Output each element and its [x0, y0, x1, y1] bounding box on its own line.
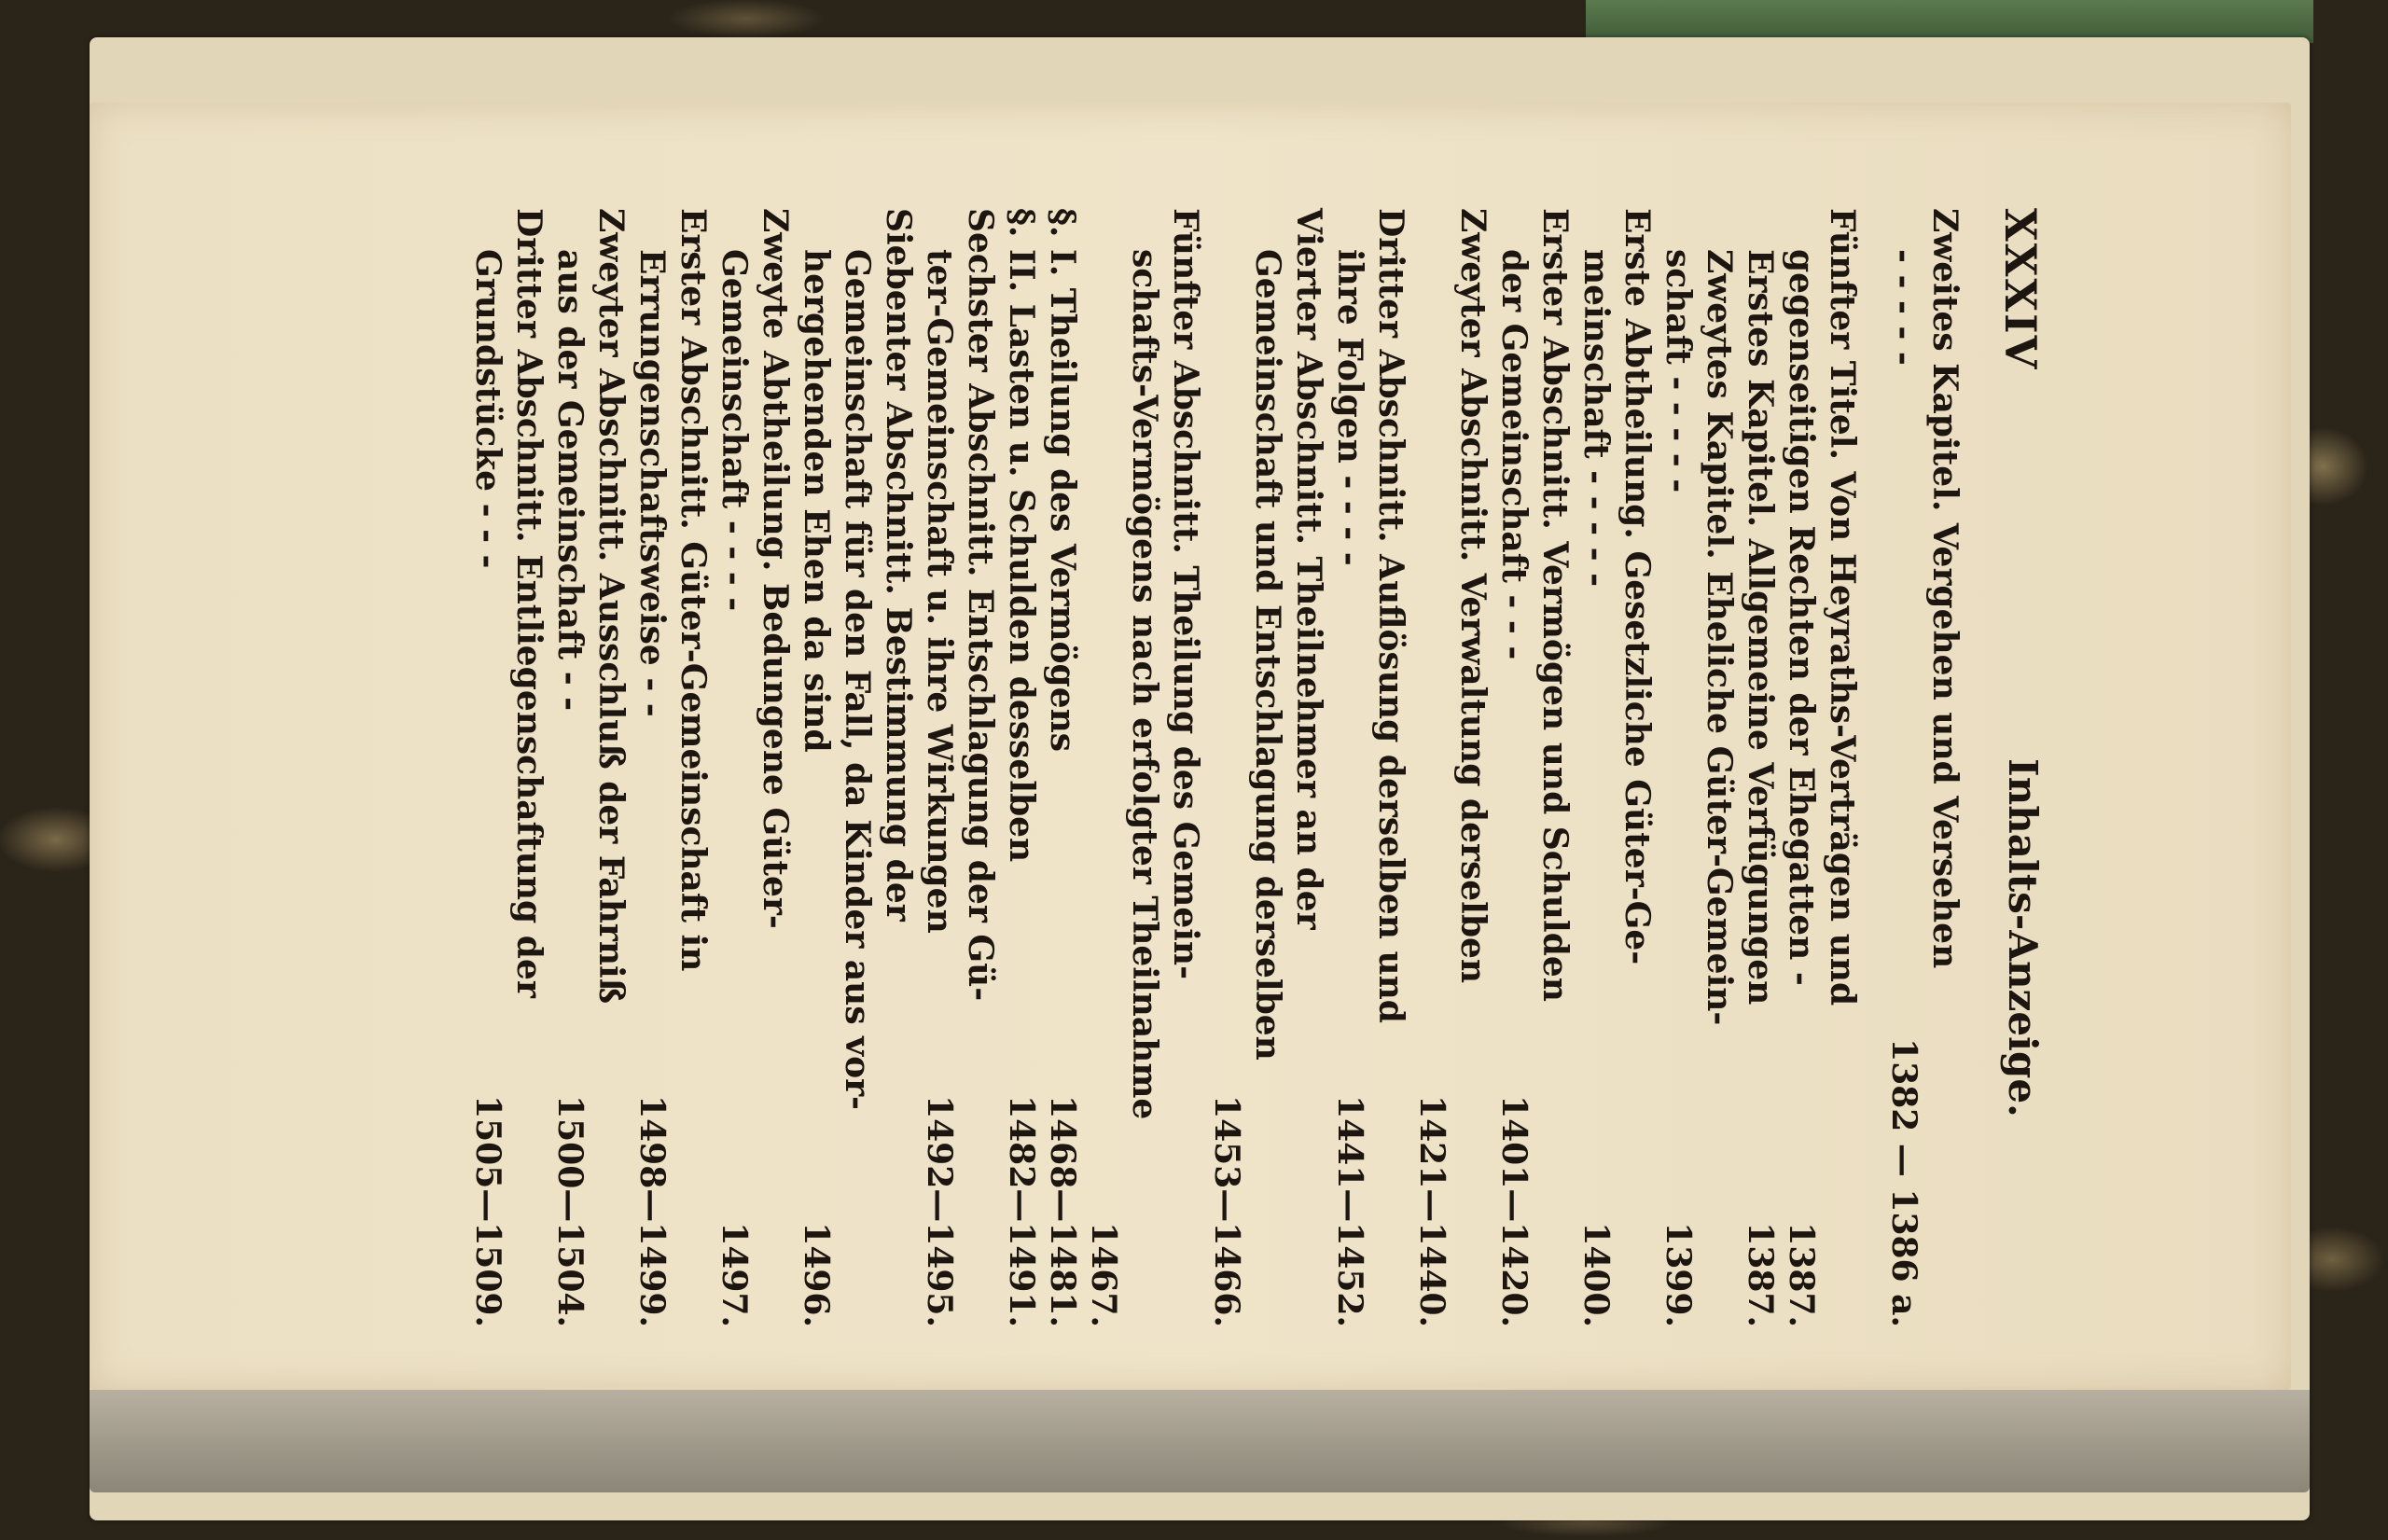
toc-entry-text: Erstes Kapitel. Allgemeine Verfügungen — [1741, 249, 1780, 1006]
table-of-contents — [467, 208, 1965, 1327]
toc-entry-text: Grundstücke - - - — [468, 249, 507, 569]
toc-line — [632, 208, 673, 1327]
toc-line — [1124, 208, 1165, 1327]
toc-entry-number: 1505—1509. — [468, 1095, 507, 1327]
toc-entry-text: hergehenden Ehen da sind — [797, 249, 836, 753]
toc-entry-text: Fünfter Abschnitt. Theilung des Gemein- — [1166, 208, 1205, 980]
toc-line — [1288, 208, 1329, 1327]
toc-line — [1658, 208, 1699, 1327]
toc-entry-text: Zweyter Abschnitt. Verwaltung derselben — [1453, 208, 1492, 984]
toc-line — [960, 208, 1001, 1327]
toc-entry-text: Zweyter Abschnitt. Ausschluß der Fahrniß — [591, 208, 631, 1005]
toc-entry-text: Siebenter Abschnitt. Bestimmung der — [879, 208, 918, 922]
toc-line — [1411, 208, 1452, 1327]
toc-line — [1042, 208, 1083, 1327]
toc-line — [508, 208, 549, 1327]
toc-line — [755, 208, 796, 1327]
toc-line — [1781, 208, 1822, 1327]
running-head: Inhalts-Anzeige. — [2000, 758, 2046, 1117]
toc-line — [1576, 208, 1617, 1327]
toc-line — [467, 208, 508, 1327]
toc-entry-number: 1399. — [1659, 1222, 1698, 1327]
toc-entry-text: Zweyte Abtheilung. Bedungene Güter- — [756, 208, 795, 929]
toc-entry-text: ter-Gemeinschaft u. ihre Wirkungen — [920, 249, 959, 934]
toc-entry-text: der Gemeinschaft - - - — [1494, 249, 1534, 660]
toc-line — [1329, 208, 1370, 1327]
toc-entry-number: 1400. — [1576, 1222, 1616, 1327]
toc-entry-number: 1441—1452. — [1330, 1095, 1369, 1327]
page-number: XXXIV — [1995, 208, 2046, 371]
page-text-block — [124, 124, 2092, 1378]
toc-entry-text: - - - - - — [1884, 249, 1923, 366]
toc-line — [549, 208, 590, 1327]
toc-line — [1617, 208, 1658, 1327]
toc-entry-number: 1401—1420. — [1494, 1095, 1534, 1327]
toc-line — [1370, 208, 1411, 1327]
toc-entry-number: 1498—1499. — [632, 1095, 672, 1327]
toc-line — [1699, 208, 1740, 1327]
toc-entry-text: Sechster Abschnitt. Entschlagung der Gü- — [961, 208, 1000, 1002]
toc-entry-number: 1496. — [797, 1222, 836, 1327]
toc-line — [1822, 208, 1863, 1327]
toc-line — [1883, 208, 1924, 1327]
toc-entry-text: Zweytes Kapitel. Eheliche Güter-Gemein- — [1700, 249, 1739, 1026]
toc-line — [1165, 208, 1206, 1327]
toc-line — [590, 208, 632, 1327]
toc-line — [878, 208, 919, 1327]
toc-entry-text: Erster Abschnitt. Güter-Gemeinschaft in — [673, 208, 713, 972]
toc-line — [1740, 208, 1781, 1327]
toc-entry-text: §. I. Theilung des Vermögens — [1043, 208, 1082, 753]
toc-line — [714, 208, 755, 1327]
toc-line — [1247, 208, 1288, 1327]
toc-entry-number: 1500—1504. — [550, 1095, 590, 1327]
toc-entry-number: 1387. — [1741, 1222, 1780, 1327]
toc-entry-text: Dritter Abschnitt. Entliegenschaftung der — [509, 208, 548, 998]
toc-entry-number: 1453—1466. — [1207, 1095, 1246, 1327]
toc-entry-number: 1482—1491. — [1002, 1095, 1041, 1327]
toc-entry-text: schafts-Vermögens nach erfolgter Theilnahme — [1125, 249, 1164, 1120]
toc-entry-text: Erster Abschnitt. Vermögen und Schulden — [1535, 208, 1575, 1002]
toc-entry-text: Fünfter Titel. Von Heyraths-Verträgen und — [1823, 208, 1862, 1006]
toc-line — [1534, 208, 1576, 1327]
page-header — [1990, 124, 2046, 1378]
toc-entry-text: aus der Gemeinschaft - - — [550, 249, 590, 712]
toc-entry-text: Dritter Abschnitt. Auflösung derselben und — [1371, 208, 1410, 1023]
toc-entry-text: Erste Abtheilung. Gesetzliche Güter-Ge- — [1617, 208, 1657, 965]
toc-entry-number: 1387. — [1782, 1222, 1821, 1327]
toc-entry-text: Gemeinschaft und Entschlagung derselben — [1248, 249, 1287, 1061]
toc-line — [1083, 208, 1124, 1327]
toc-line — [1206, 208, 1247, 1327]
toc-entry-text: Gemeinschaft - - - - — [715, 249, 754, 612]
toc-entry-text: Errungenschaftsweise - - — [632, 249, 672, 717]
toc-entry-text: Vierter Abschnitt. Theilnehmer an der — [1289, 208, 1328, 930]
toc-line — [673, 208, 714, 1327]
toc-line — [1001, 208, 1042, 1327]
toc-entry-number: 1382 — 1386 a. — [1884, 1038, 1923, 1327]
toc-entry-text: §. II. Lasten u. Schulden desselben — [1002, 208, 1041, 863]
toc-entry-text: ihre Folgen - - - - — [1330, 249, 1369, 566]
toc-line — [1924, 208, 1965, 1327]
toc-entry-number: 1467. — [1084, 1222, 1123, 1327]
toc-entry-text: gegenseitigen Rechten der Ehegatten - — [1782, 249, 1821, 986]
toc-entry-number: 1468—1481. — [1043, 1095, 1082, 1327]
toc-entry-text: meinschaft - - - - - — [1576, 249, 1616, 588]
toc-line — [919, 208, 960, 1327]
toc-line — [1493, 208, 1534, 1327]
toc-entry-text: Zweites Kapitel. Vergehen und Versehen — [1925, 208, 1965, 969]
toc-entry-number: 1421—1440. — [1412, 1095, 1451, 1327]
toc-entry-text: schaft - - - - - — [1659, 249, 1698, 493]
toc-entry-text: Gemeinschaft für den Fall, da Kinder aus vor- — [838, 249, 877, 1110]
toc-line — [837, 208, 878, 1327]
toc-line — [1452, 208, 1493, 1327]
book-spine — [90, 1390, 2310, 1492]
toc-entry-number: 1497. — [715, 1222, 754, 1327]
toc-entry-number: 1492—1495. — [920, 1095, 959, 1327]
toc-line — [796, 208, 837, 1327]
